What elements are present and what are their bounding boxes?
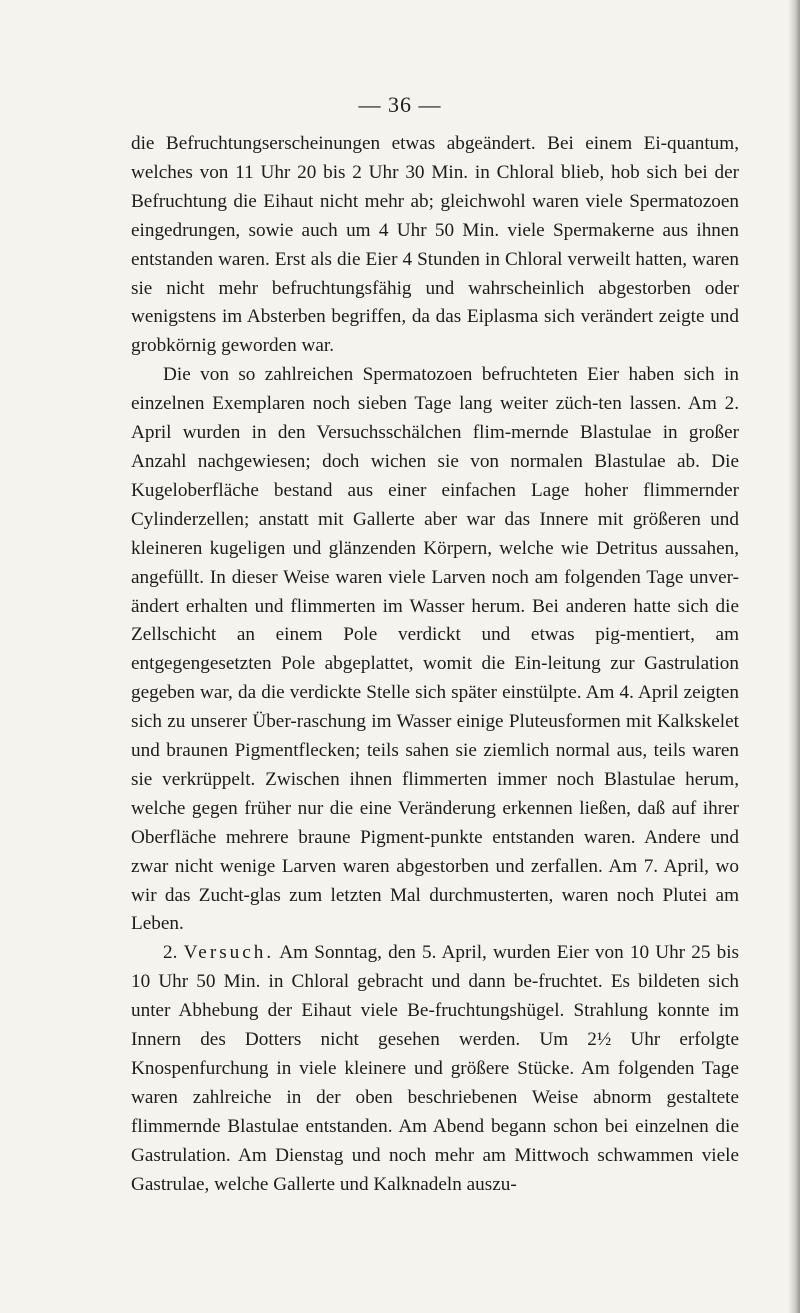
paragraph-1: die Befruchtungserscheinungen etwas abgeändert. Bei einem Ei-quantum, welches von 11 Uhr 20 bis 2 Uhr 30 Min. in Chloral blieb, hob sich bei der Befruchtung die Eihaut nicht mehr ab; gleichwohl waren viele Spermatozoen eingedrungen, sowie auch um 4 Uhr 50 Min. viele Spermakerne aus ihnen entstanden waren. Erst als die Eier 4 Stunden in Chloral verweilt hatten, waren sie nicht mehr befruchtungsfähig und wahrscheinlich abgestorben oder wenigstens im Absterben begriffen, da das Eiplasma sich verändert zeigte und grobkörnig geworden war. xyxy=(131,133,739,357)
paragraph-3-text: Am Sonntag, den 5. April, wurden Eier von 10 Uhr 25 bis 10 Uhr 50 Min. in Chloral gebracht und dann be-fruchtet. Es bildeten sich unter Abhebung der Eihaut viele Be-fruchtungshügel. Strahlung konnte im Innern des Dotters nicht gesehen werden. Um 2½ Uhr erfolgte Knospenfurchung in viele kleinere und größere Stücke. Am folgenden Tage waren zahlreiche in der oben beschriebenen Weise abnorm gestaltete flimmernde Blastulae entstanden. Am Abend begann schon bei einzelnen die Gastrulation. Am Dienstag und noch mehr am Mittwoch schwammen viele Gastrulae, welche Gallerte und Kalknadeln auszu- xyxy=(131,942,740,1195)
paragraph-3 xyxy=(131,939,739,1199)
experiment-heading: Versuch. xyxy=(183,942,275,964)
experiment-number: 2. xyxy=(163,942,184,964)
body-text xyxy=(131,130,739,1200)
page-edge-shadow xyxy=(788,0,800,1313)
page-number: — 36 — xyxy=(358,92,442,117)
paragraph-2: Die von so zahlreichen Spermatozoen befruchteten Eier haben sich in einzelnen Exemplaren noch sieben Tage lang weiter züch-ten lassen. Am 2. April wurden in den Versuchsschälchen flim-mernde Blastulae in großer Anzahl nachgewiesen; doch wichen sie von normalen Blastulae ab. Die Kugeloberfläche bestand aus einer einfachen Lage hoher flimmernder Cylinderzellen; anstatt mit Gallerte aber war das Innere mit größeren und kleineren kugeligen und glänzenden Körpern, welche wie Detritus aussahen, angefüllt. In dieser Weise waren viele Larven noch am folgenden Tage unver-ändert erhalten und flimmerten im Wasser herum. Bei anderen hatte sich die Zellschicht an einem Pole verdickt und etwas pig-mentiert, am entgegengesetzten Pole abgeplattet, womit die Ein-leitung zur Gastrulation gegeben war, da die verdickte Stelle sich später einstülpte. Am 4. April zeigten sich zu unserer Über-raschung im Wasser einige Pluteusformen mit Kalkskelet und braunen Pigmentflecken; teils sahen sie ziemlich normal aus, teils waren sie verkrüppelt. Zwischen ihnen flimmerten immer noch Blastulae herum, welche gegen früher nur die eine Veränderung erkennen ließen, daß auf ihrer Oberfläche mehrere braune Pigment-punkte entstanden waren. Andere und zwar nicht wenige Larven waren abgestorben und zerfallen. Am 7. April, wo wir das Zucht-glas zum letzten Mal durchmusterten, waren noch Plutei am Leben. xyxy=(131,364,739,935)
